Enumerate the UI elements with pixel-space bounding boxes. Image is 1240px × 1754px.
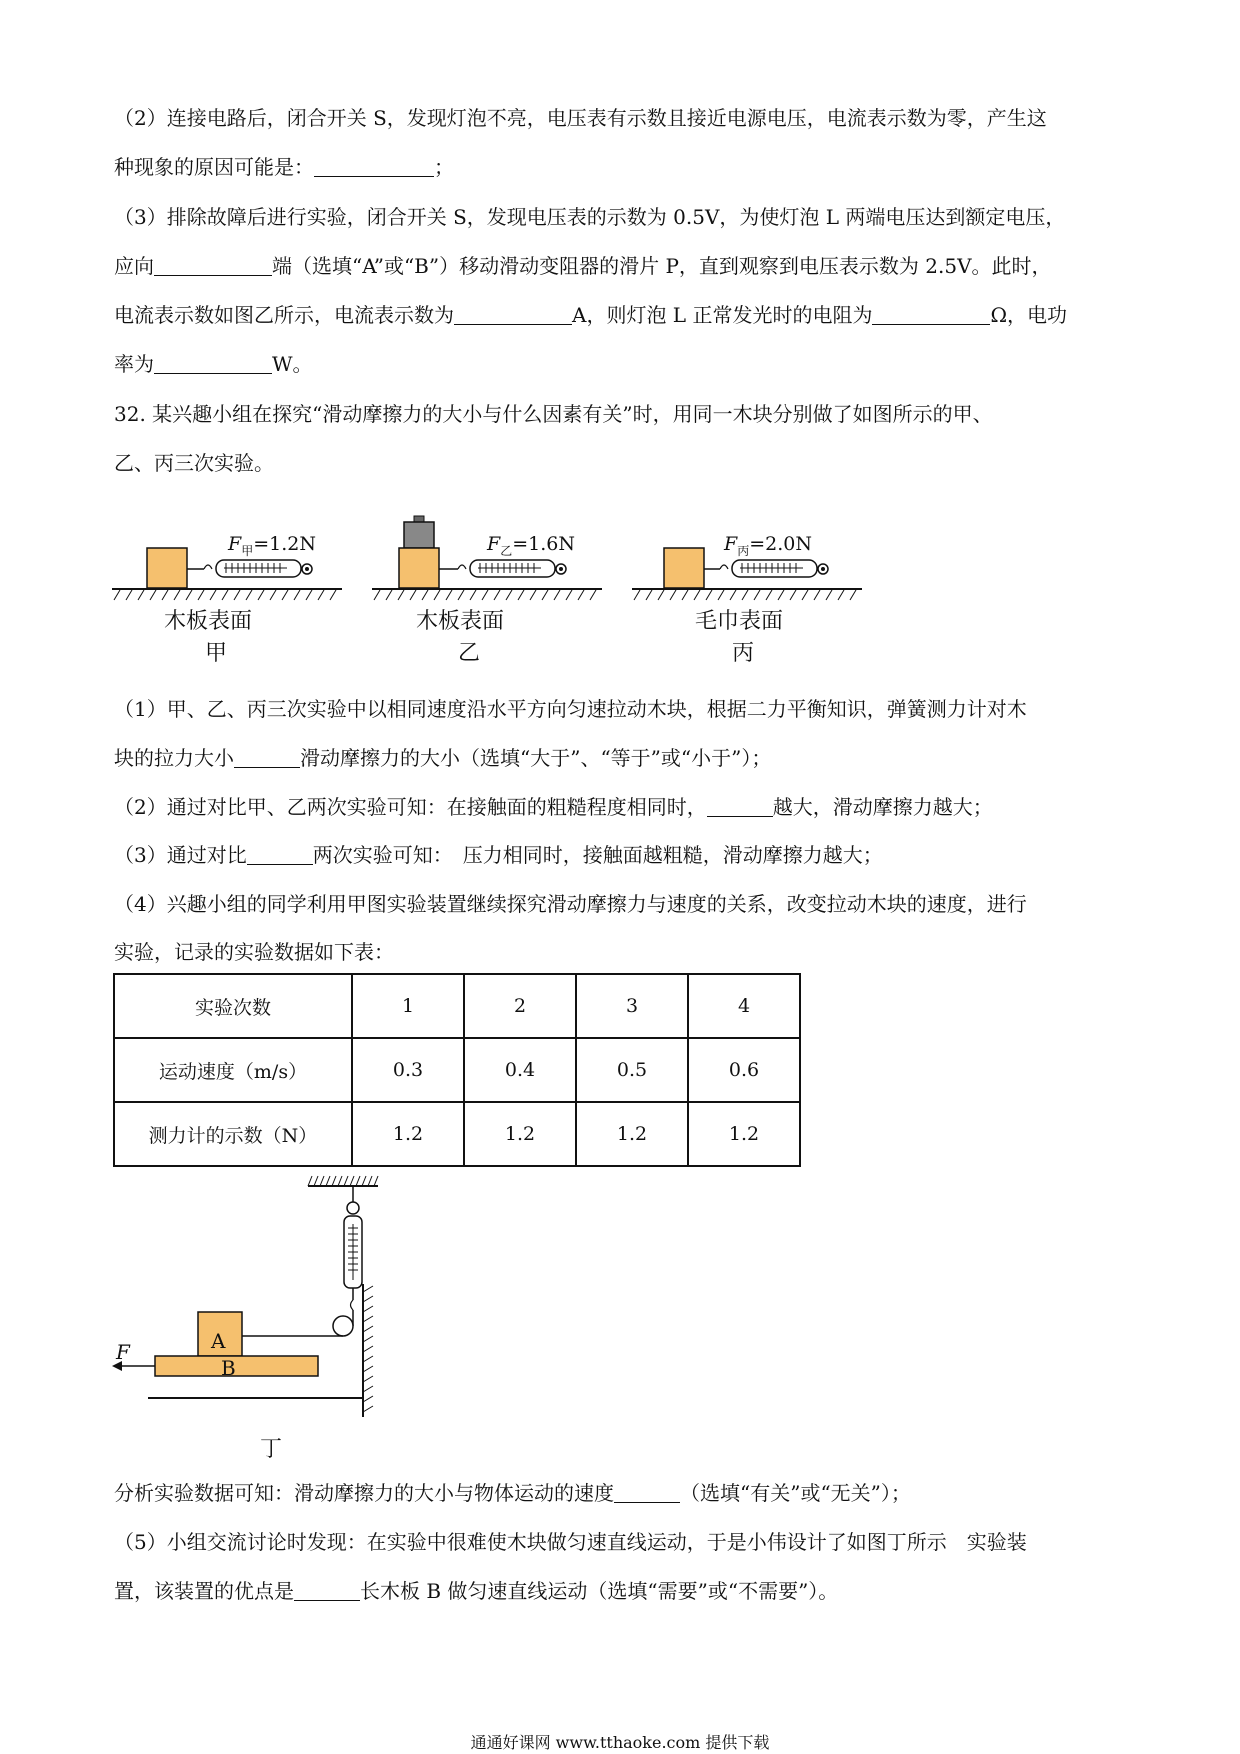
- table-cell: 1.2: [464, 1102, 576, 1166]
- q32-part4-line2: 实验，记录的实验数据如下表：: [114, 940, 394, 964]
- answer-blank: [314, 158, 434, 177]
- answer-blank: [234, 749, 300, 768]
- block-a-label: A: [211, 1329, 226, 1353]
- wood-block: [664, 548, 704, 588]
- q31-part3-line3: 电流表示数如图乙所示，电流表示数为 A，则灯泡 L 正常发光时的电阻为 Ω，电功: [114, 303, 1068, 327]
- table-cell: 0.3: [352, 1038, 464, 1102]
- friction-setup-bing: [632, 508, 872, 618]
- surface-label-yi: 木板表面: [416, 609, 505, 634]
- q32-analysis: 分析实验数据可知：滑动摩擦力的大小与物体运动的速度 （选填“有关”或“无关”）；: [114, 1481, 911, 1505]
- answer-blank: [454, 306, 572, 325]
- figure-jia: [112, 508, 352, 668]
- q32-part2: （2）通过对比甲、乙两次实验可知：在接触面的粗糙程度相同时， 越大，滑动摩擦力越大；: [114, 795, 993, 819]
- table-cell: 0.4: [464, 1038, 576, 1102]
- table-cell: 4: [688, 974, 800, 1038]
- pulley: [333, 1316, 353, 1336]
- q32-part5-line2: 置，该装置的优点是 长木板 B 做匀速直线运动（选填“需要”或“不需要”）。: [114, 1579, 839, 1603]
- q31-part2-line1: （2）连接电路后，闭合开关 S，发现灯泡不亮，电压表有示数且接近电源电压，电流表示数为零，产生这: [114, 106, 1047, 130]
- answer-blank: [294, 1582, 360, 1601]
- force-f-label: F: [116, 1340, 130, 1364]
- figure-yi: [372, 508, 612, 668]
- table-cell: 1.2: [352, 1102, 464, 1166]
- figure-label-yi: 乙: [458, 641, 481, 666]
- table-cell: 测力计的示数（N）: [114, 1102, 352, 1166]
- answer-blank: [154, 257, 272, 276]
- surface-label-jia: 木板表面: [164, 609, 253, 634]
- table-cell: 2: [464, 974, 576, 1038]
- table-cell: 实验次数: [114, 974, 352, 1038]
- q32-part5-line1: （5）小组交流讨论时发现：在实验中很难使木块做匀速直线运动，于是小伟设计了如图丁所示 实验装: [114, 1530, 1027, 1554]
- figure-ding: [110, 1172, 400, 1472]
- answer-blank: [707, 798, 773, 817]
- friction-setup-jia: [112, 508, 352, 618]
- friction-setup-yi: [372, 508, 612, 618]
- table-row: [114, 1102, 800, 1166]
- table-cell: 1: [352, 974, 464, 1038]
- force-label-bing: $F_丙=2.0N$: [724, 533, 812, 558]
- q31-part3-line2: 应向 端（选填“A”或“B”）移动滑动变阻器的滑片 P，直到观察到电压表示数为 2.5V。此时，: [114, 254, 1052, 278]
- weight-block: [404, 522, 434, 548]
- experiment-data-table: [113, 973, 801, 1167]
- board-b-label: B: [221, 1356, 236, 1380]
- board-b: [155, 1356, 318, 1376]
- table-cell: 0.5: [576, 1038, 688, 1102]
- answer-blank: [247, 846, 313, 865]
- table-row: [114, 974, 800, 1038]
- table-cell: 1.2: [576, 1102, 688, 1166]
- figure-label-jia: 甲: [205, 641, 228, 666]
- wood-block: [147, 548, 187, 588]
- footer-source: 通通好课网 www.tthaoke.com 提供下载: [470, 1733, 770, 1752]
- q32-stem-line2: 乙、丙三次实验。: [114, 451, 274, 475]
- table-cell: 运动速度（m/s）: [114, 1038, 352, 1102]
- force-label-jia: $F_甲=1.2N$: [228, 533, 316, 558]
- force-label-yi: $F_乙=1.6N$: [487, 533, 575, 558]
- q31-part3-line4: 率为 W。: [114, 352, 313, 376]
- q31-part3-line1: （3）排除故障后进行实验，闭合开关 S，发现电压表的示数为 0.5V，为使灯泡 L 两端电压达到额定电压，: [114, 205, 1066, 229]
- q32-part4-line1: （4）兴趣小组的同学利用甲图实验装置继续探究滑动摩擦力与速度的关系，改变拉动木块的速度，进行: [114, 892, 1027, 916]
- figure-label-bing: 丙: [732, 641, 755, 666]
- table-cell: 3: [576, 974, 688, 1038]
- answer-blank: [614, 1484, 680, 1503]
- q32-part3: （3）通过对比 两次实验可知： 压力相同时，接触面越粗糙，滑动摩擦力越大；: [114, 843, 883, 867]
- q32-part1-line2: 块的拉力大小 滑动摩擦力的大小（选填“大于”、“等于”或“小于”）；: [114, 746, 772, 770]
- friction-setup-ding: [110, 1172, 400, 1422]
- table-cell: 1.2: [688, 1102, 800, 1166]
- answer-blank: [872, 306, 990, 325]
- table-cell: 0.6: [688, 1038, 800, 1102]
- q32-part1-line1: （1）甲、乙、丙三次实验中以相同速度沿水平方向匀速拉动木块，根据二力平衡知识，弹簧测力计对木: [114, 697, 1027, 721]
- q32-stem-line1: 32. 某兴趣小组在探究“滑动摩擦力的大小与什么因素有关”时，用同一木块分别做了如图所示的甲、: [114, 402, 993, 426]
- figure-label-ding: 丁: [260, 1437, 283, 1462]
- wood-block: [399, 548, 439, 588]
- surface-label-bing: 毛巾表面: [695, 609, 784, 634]
- figure-bing: [632, 508, 872, 668]
- answer-blank: [154, 355, 272, 374]
- table-row: [114, 1038, 800, 1102]
- q31-part2-line2: 种现象的原因可能是： ；: [114, 155, 454, 179]
